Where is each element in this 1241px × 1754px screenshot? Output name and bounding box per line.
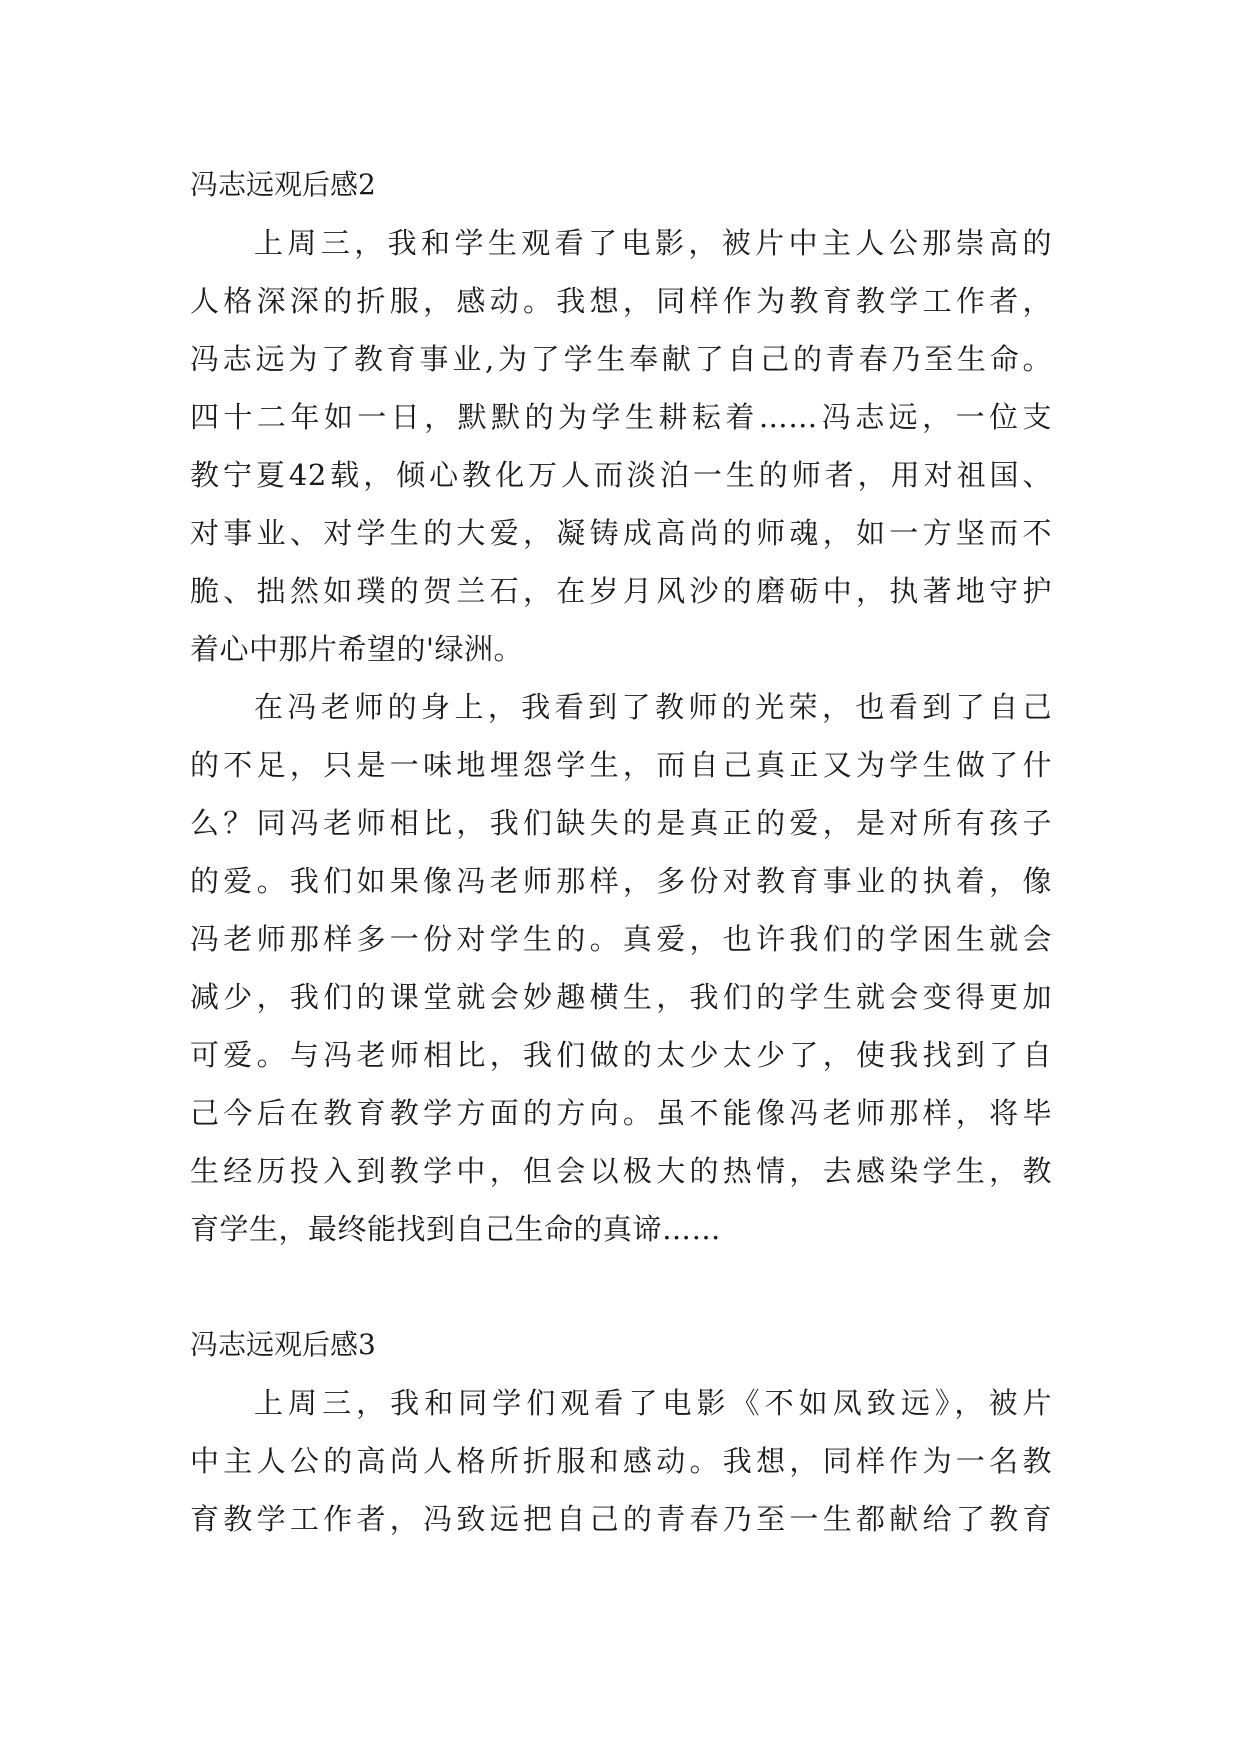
paragraph-line: 脆、拙然如璞的贺兰石，在岁月风沙的磨砺中，执著地守护 — [190, 574, 1052, 608]
paragraph-line: 的爱。我们如果像冯老师那样，多份对教育事业的执着，像 — [190, 864, 1052, 898]
paragraph-line: 冯老师那样多一份对学生的。真爱，也许我们的学困生就会 — [190, 922, 1052, 956]
paragraph-line: 减少，我们的课堂就会妙趣横生，我们的学生就会变得更加 — [190, 980, 1052, 1014]
paragraph-line: 上周三，我和学生观看了电影，被片中主人公那崇高的 — [254, 226, 1052, 260]
section-title: 冯志远观后感2 — [190, 168, 376, 201]
paragraph-line: 着心中那片希望的'绿洲。 — [190, 632, 523, 666]
paragraph — [190, 678, 1052, 1258]
paragraph-line: 可爱。与冯老师相比，我们做的太少太少了，使我找到了自 — [190, 1038, 1052, 1072]
paragraph-line: 人格深深的折服，感动。我想，同样作为教育教学工作者， — [190, 284, 1052, 318]
paragraph-line: 在冯老师的身上，我看到了教师的光荣，也看到了自己 — [254, 690, 1052, 724]
paragraph-line: 冯志远为了教育事业,为了学生奉献了自己的青春乃至生命。 — [190, 342, 1052, 376]
document-page — [190, 156, 1052, 1548]
paragraph-line: 中主人公的高尚人格所折服和感动。我想，同样作为一名教 — [190, 1444, 1052, 1478]
paragraph-line: 教宁夏42载，倾心教化万人而淡泊一生的师者，用对祖国、 — [190, 458, 1052, 492]
paragraph — [190, 214, 1052, 678]
section-spacer — [190, 1258, 1052, 1316]
paragraph-line: 对事业、对学生的大爱，凝铸成高尚的师魂，如一方坚而不 — [190, 516, 1052, 550]
paragraph-line: 育教学工作者，冯致远把自己的青春乃至一生都献给了教育 — [190, 1502, 1052, 1536]
paragraph-line: 么？同冯老师相比，我们缺失的是真正的爱，是对所有孩子 — [190, 806, 1052, 840]
paragraph — [190, 1374, 1052, 1548]
paragraph-line: 己今后在教育教学方面的方向。虽不能像冯老师那样，将毕 — [190, 1096, 1052, 1130]
paragraph-line: 生经历投入到教学中，但会以极大的热情，去感染学生，教 — [190, 1154, 1052, 1188]
paragraph-line: 育学生，最终能找到自己生命的真谛…… — [190, 1212, 722, 1246]
paragraph-line: 的不足，只是一味地埋怨学生，而自己真正又为学生做了什 — [190, 748, 1052, 782]
section-title: 冯志远观后感3 — [190, 1328, 376, 1361]
paragraph-line: 上周三，我和同学们观看了电影《不如凤致远》，被片 — [254, 1386, 1052, 1420]
paragraph-line: 四十二年如一日，默默的为学生耕耘着……冯志远，一位支 — [190, 400, 1052, 434]
